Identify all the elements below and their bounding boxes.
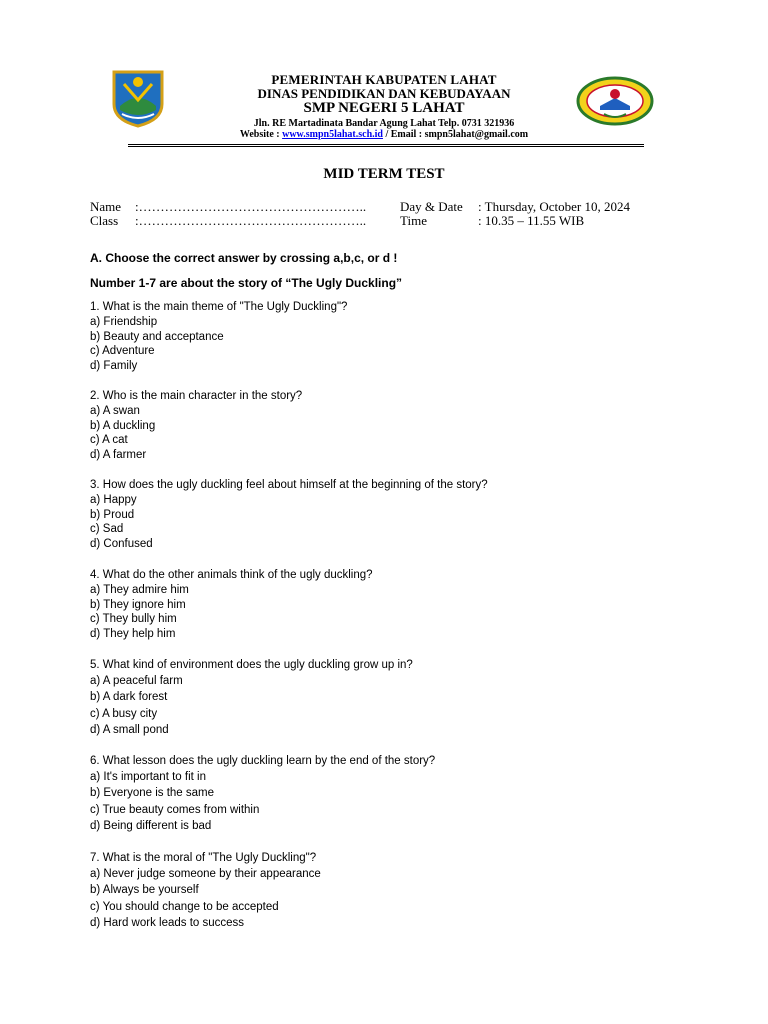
answer-option[interactable]: b) A dark forest	[90, 691, 168, 704]
question-block	[90, 478, 488, 552]
question-text: 7. What is the moral of "The Ugly Duckling"?	[90, 852, 317, 864]
page-title: MID TERM TEST	[323, 166, 445, 182]
answer-option[interactable]: b) Always be yourself	[90, 884, 199, 897]
header-government-line: PEMERINTAH KABUPATEN LAHAT	[271, 72, 497, 87]
email-text: / Email : smpn5lahat@gmail.com	[382, 129, 529, 140]
answer-option[interactable]: a) Happy	[90, 493, 137, 506]
question-text: 1. What is the main theme of "The Ugly Duckling"?	[90, 301, 348, 313]
question-text: 6. What lesson does the ugly duckling learn by the end of the story?	[90, 755, 436, 767]
answer-option[interactable]: a) A peaceful farm	[90, 675, 183, 688]
answer-option[interactable]: a) Friendship	[90, 315, 158, 328]
answer-option[interactable]: b) Everyone is the same	[90, 787, 215, 800]
answer-option[interactable]: c) You should change to be accepted	[90, 900, 279, 913]
answer-option[interactable]: b) A duckling	[90, 419, 156, 432]
website-link[interactable]: www.smpn5lahat.sch.id	[282, 129, 383, 140]
header-divider-bottom	[128, 146, 644, 147]
question-block	[90, 300, 347, 374]
answer-option[interactable]: a) Never judge someone by their appearance	[90, 868, 321, 881]
header-school-name: SMP NEGERI 5 LAHAT	[303, 100, 465, 116]
question-block	[90, 568, 373, 642]
question-block	[90, 753, 435, 834]
answer-option[interactable]: c) A cat	[90, 434, 128, 447]
question-text: 4. What do the other animals think of the ugly duckling?	[90, 569, 373, 581]
question-text: 5. What kind of environment does the ugly duckling grow up in?	[90, 659, 413, 671]
question-text: 2. Who is the main character in the story?	[90, 390, 303, 402]
day-date-label: Day & Date	[400, 199, 463, 214]
time-value: : 10.35 – 11.55 WIB	[478, 213, 585, 228]
answer-option[interactable]: b) They ignore him	[90, 598, 186, 611]
answer-option[interactable]: a) A swan	[90, 404, 140, 417]
answer-option[interactable]: d) They help him	[90, 628, 176, 641]
header-contact	[0, 129, 768, 140]
answer-option[interactable]: d) Hard work leads to success	[90, 916, 245, 929]
question-block	[90, 389, 302, 463]
question-block	[90, 657, 413, 738]
answer-option[interactable]: d) A small pond	[90, 723, 169, 736]
answer-option[interactable]: c) True beauty comes from within	[90, 803, 260, 816]
header-divider-top	[128, 144, 644, 145]
class-field: :……………………………………………..	[135, 213, 367, 228]
header-department-line: DINAS PENDIDIKAN DAN KEBUDAYAAN	[257, 86, 511, 101]
header-address: Jln. RE Martadinata Bandar Agung Lahat Telp. 0731 321936	[253, 118, 515, 129]
section-instruction: A. Choose the correct answer by crossing a,b,c, or d !	[90, 251, 398, 265]
story-note: Number 1-7 are about the story of “The Ugly Duckling”	[90, 276, 403, 290]
answer-option[interactable]: b) Beauty and acceptance	[90, 330, 224, 343]
answer-option[interactable]: c) They bully him	[90, 613, 177, 626]
answer-option[interactable]: b) Proud	[90, 508, 135, 521]
question-text: 3. How does the ugly duckling feel about himself at the beginning of the story?	[90, 479, 488, 491]
answer-option[interactable]: d) Being different is bad	[90, 819, 212, 832]
class-label: Class	[90, 213, 119, 228]
name-label: Name	[90, 199, 122, 214]
day-date-value: : Thursday, October 10, 2024	[478, 199, 631, 214]
answer-option[interactable]: c) Adventure	[90, 345, 155, 358]
answer-option[interactable]: d) A farmer	[90, 449, 147, 462]
name-field: :……………………………………………..	[135, 199, 367, 214]
answer-option[interactable]: c) Sad	[90, 523, 124, 536]
school-emblem-logo	[576, 76, 654, 126]
answer-option[interactable]: d) Family	[90, 360, 138, 373]
website-label: Website :	[239, 129, 283, 140]
answer-option[interactable]: d) Confused	[90, 538, 153, 551]
answer-option[interactable]: a) They admire him	[90, 583, 189, 596]
answer-option[interactable]: c) A busy city	[90, 707, 158, 720]
time-label: Time	[400, 213, 427, 228]
question-block	[90, 850, 321, 931]
answer-option[interactable]: a) It's important to fit in	[90, 771, 206, 784]
